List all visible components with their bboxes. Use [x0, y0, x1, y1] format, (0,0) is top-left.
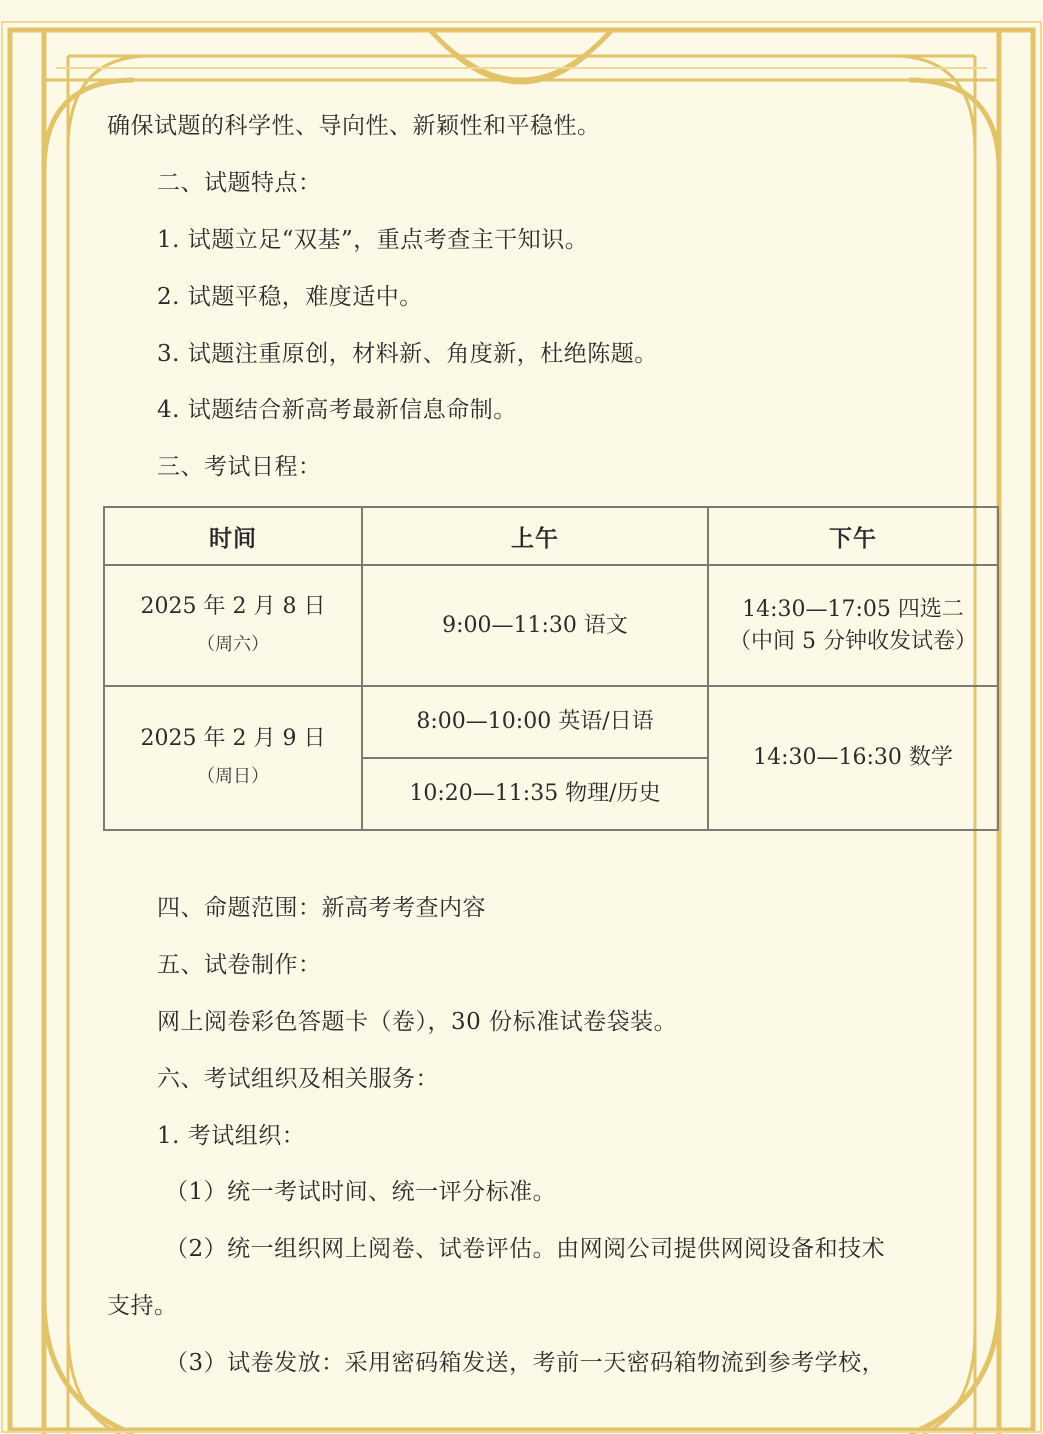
day1-weekday: （周六） [197, 633, 269, 655]
day2-date: 2025 年 2 月 9 日 [140, 726, 326, 751]
day1-morning-cell [362, 565, 708, 686]
day2-weekday: （周日） [197, 766, 269, 787]
feature-item-1: 1. 试题立足“双基”，重点考查主干知识。 [157, 227, 589, 253]
day1-afternoon-note: （中间 5 分钟收发试卷） [729, 628, 977, 654]
header-afternoon: 下午 [708, 507, 998, 565]
day2-afternoon-exam: 14:30—16:30 数学 [753, 745, 953, 770]
header-morning: 上午 [362, 507, 708, 565]
day1-afternoon-exam: 14:30—17:05 四选二 [742, 596, 964, 622]
organization-sub-2: （2）统一组织网上阅卷、试卷评估。由网阅公司提供网阅设备和技术 [165, 1236, 886, 1262]
day2-morning-cell-2 [362, 758, 708, 830]
day2-morning-exam-2: 10:20—11:35 物理/历史 [409, 781, 661, 806]
intro-continuation-line: 确保试题的科学性、导向性、新颖性和平稳性。 [107, 113, 601, 139]
day2-morning-cell-1 [362, 686, 708, 758]
day1-afternoon-cell [708, 565, 998, 686]
section-heading-scope: 四、命题范围：新高考考查内容 [157, 895, 486, 921]
table-row-day2a [104, 686, 998, 758]
table-row-day1 [104, 565, 998, 686]
feature-item-4: 4. 试题结合新高考最新信息命制。 [157, 397, 517, 423]
organization-item-1: 1. 考试组织： [157, 1123, 306, 1149]
section-heading-features: 二、试题特点： [157, 170, 322, 196]
feature-item-3: 3. 试题注重原创，材料新、角度新，杜绝陈题。 [157, 341, 658, 367]
header-time: 时间 [104, 507, 362, 565]
section-heading-schedule: 三、考试日程： [157, 454, 322, 480]
organization-sub-3: （3）试卷发放：采用密码箱发送，考前一天密码箱物流到参考学校， [165, 1350, 886, 1376]
day2-date-cell [104, 686, 362, 830]
organization-sub-2-continuation: 支持。 [107, 1293, 178, 1319]
production-detail: 网上阅卷彩色答题卡（卷），30 份标准试卷袋装。 [157, 1009, 678, 1035]
organization-sub-1: （1）统一考试时间、统一评分标准。 [165, 1179, 557, 1205]
exam-schedule-table [103, 506, 999, 831]
section-heading-organization: 六、考试组织及相关服务： [157, 1066, 439, 1092]
section-heading-production: 五、试卷制作： [157, 952, 322, 978]
day2-afternoon-cell [708, 686, 998, 830]
feature-item-2: 2. 试题平稳，难度适中。 [157, 284, 423, 310]
day2-morning-exam-1: 8:00—10:00 英语/日语 [416, 709, 654, 734]
day1-date-cell [104, 565, 362, 686]
day1-date: 2025 年 2 月 8 日 [140, 593, 326, 619]
day1-morning-exam: 9:00—11:30 语文 [442, 612, 628, 638]
table-header-row [104, 507, 998, 565]
